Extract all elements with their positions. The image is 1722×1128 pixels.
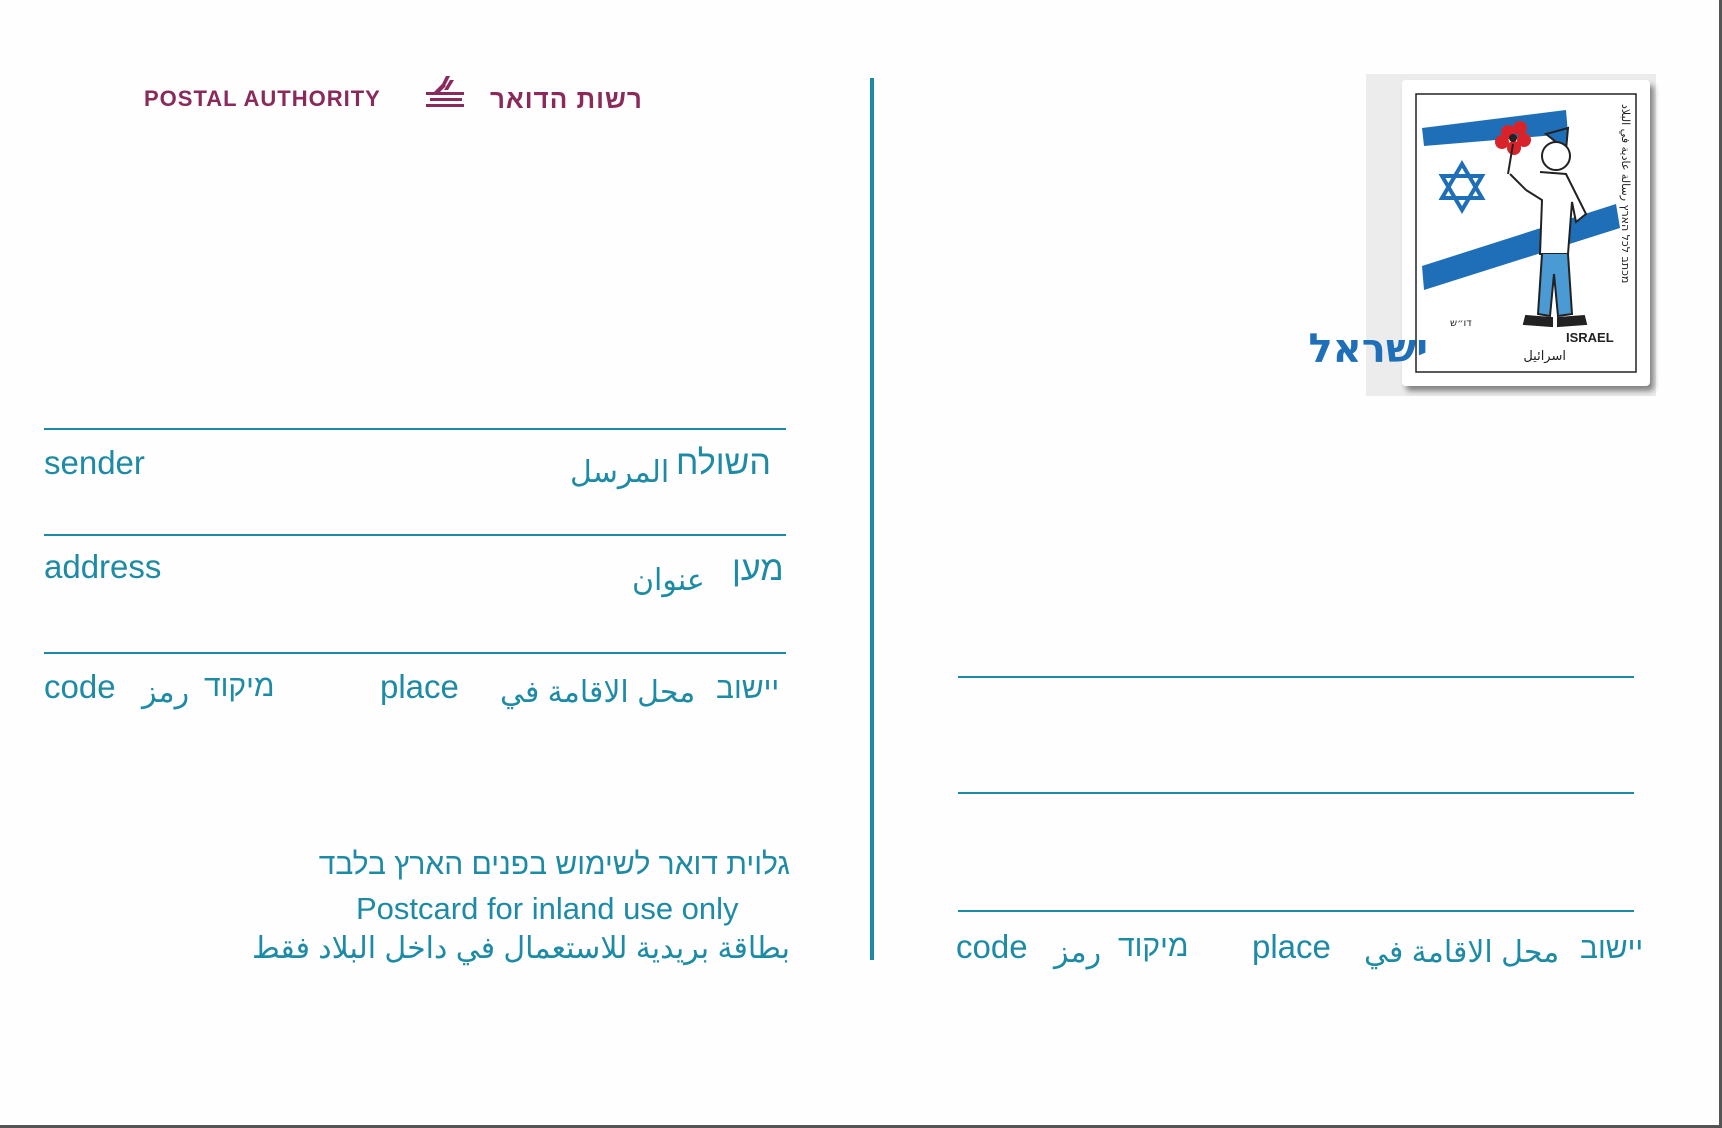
code-label-he: מיקוד [204,670,275,703]
recipient-line-2[interactable] [958,792,1634,794]
notice-arabic: بطاقة بريدية للاستعمال في داخل البلاد فقط [251,932,790,965]
stamp-country-ar: اسرائيل [1523,349,1566,364]
stamp-country-en: ISRAEL [1566,330,1614,345]
code-label-en: code [44,668,116,705]
stamp-side-text: מכתב לכל הארץ رسالة عادية في البلاد [1619,104,1632,284]
code-label-ar: رمز [142,676,190,709]
address-label-en: address [44,548,162,585]
recipient-line-1[interactable] [958,676,1634,678]
sender-label-en: sender [44,444,145,481]
address-label-ar: عنوان [632,564,705,597]
logo-english: POSTAL AUTHORITY [144,86,381,111]
postal-deer-icon [420,74,470,114]
recipient-place-label-ar: محل الاقامة في [1364,936,1560,969]
recipient-place-label-en: place [1252,928,1331,965]
address-line[interactable] [44,534,786,536]
recipient-line-3[interactable] [958,910,1634,912]
sender-line[interactable] [44,428,786,430]
place-label-ar: محل الاقامة في [500,676,696,709]
stamp [1308,80,1650,386]
sender-label-ar: المرسل [570,456,670,489]
notice-english: Postcard for inland use only [356,891,739,926]
recipient-code-label-en: code [956,928,1028,965]
recipient-code-label-he: מיקוד [1118,930,1189,963]
address-label-he: מען [732,550,784,588]
recipient-place-label-he: יישוב [1580,932,1644,965]
city-line[interactable] [44,652,786,654]
notice-hebrew: גלוית דואר לשימוש בפנים הארץ בלבד [318,848,790,881]
recipient-code-label-ar: رمز [1054,936,1102,969]
stamp-illustration [1308,94,1636,372]
place-label-he: יישוב [716,672,780,705]
center-divider [870,78,874,960]
logo-hebrew: רשות הדואר [490,84,643,114]
sender-label-he: השולח [676,444,771,482]
place-label-en: place [380,668,459,705]
stamp-country-he: ישראל [1308,326,1428,372]
stamp-artist: דו״ש [1450,318,1472,329]
